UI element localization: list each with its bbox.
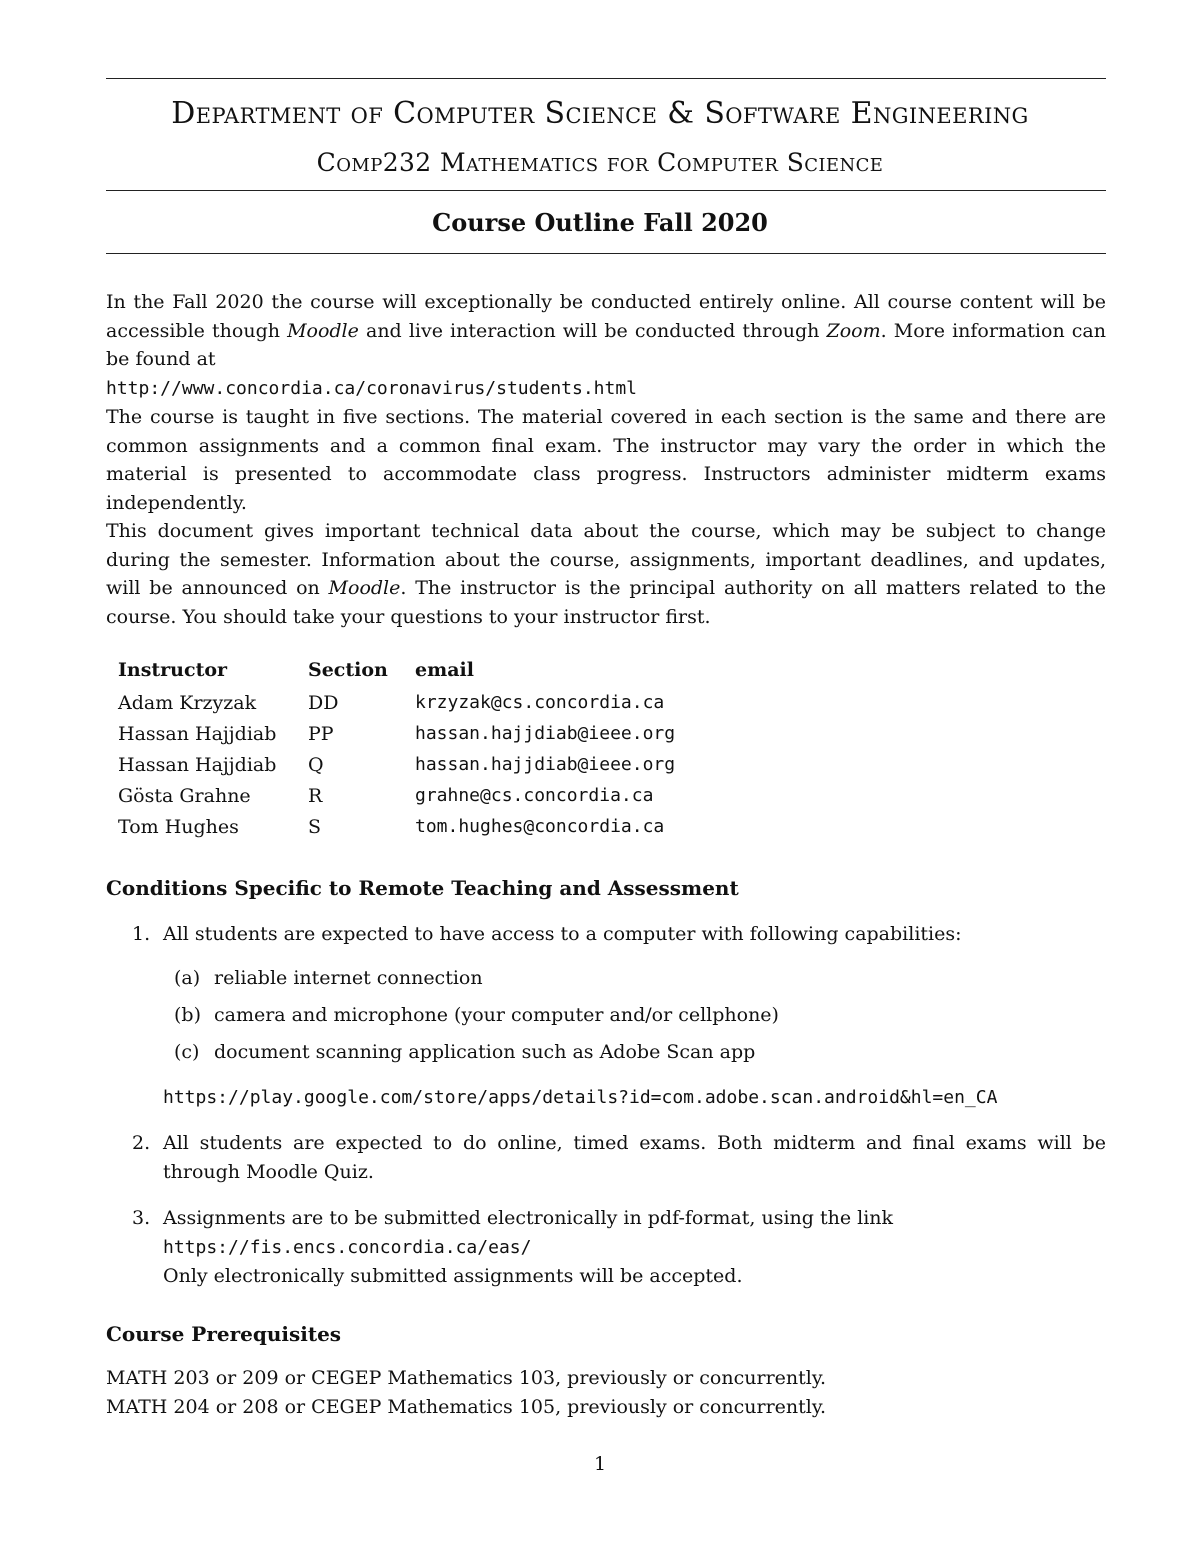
- moodle-term: Moodle: [328, 577, 401, 599]
- instructor-email[interactable]: grahne@cs.concordia.ca: [415, 785, 654, 806]
- eas-link[interactable]: https://fis.encs.concordia.ca/eas/: [163, 1236, 532, 1258]
- department-title: Department of Computer Science & Software Engineering: [171, 96, 1029, 131]
- course-title: Comp232 Mathematics for Computer Science: [316, 148, 884, 177]
- table-row: [118, 687, 815, 718]
- sub-item: (c) document scanning application such as Adobe Scan app: [174, 1041, 756, 1063]
- instructor-section: PP: [308, 722, 334, 745]
- list-item-text: Assignments are to be submitted electronically in pdf-format, using the link https://fis.encs.concordia.ca/eas/ Only electronically submitted assignments will be accepted.: [163, 1207, 894, 1287]
- prereq-heading: Course Prerequisites: [106, 1322, 342, 1346]
- instructor-section: S: [308, 815, 322, 838]
- covid-url-link[interactable]: http://www.concordia.ca/coronavirus/students.html: [106, 377, 638, 399]
- prereq-text: MATH 203 or 209 or CEGEP Mathematics 103, previously or concurrently. MATH 204 or 208 or CEGEP Mathematics 105, previously or concurrently.: [106, 1367, 827, 1418]
- instructor-section: R: [308, 784, 323, 807]
- moodle-term: Moodle: [287, 319, 359, 342]
- instructor-name: Hassan Hajjdiab: [118, 722, 277, 745]
- list-item-text: All students are expected to have access to a computer with following capabilities:: [163, 923, 962, 945]
- top-rule: [106, 78, 1106, 79]
- list-number: 1.: [132, 923, 151, 945]
- table-row: [118, 811, 815, 842]
- middle-rule: [106, 190, 1106, 191]
- instructor-email[interactable]: hassan.hajjdiab@ieee.org: [415, 754, 676, 775]
- header-instructor: Instructor: [118, 659, 228, 681]
- sub-item: (b) camera and microphone (your computer and/or cellphone): [174, 1004, 779, 1026]
- instructor-email[interactable]: krzyzak@cs.concordia.ca: [415, 692, 665, 713]
- remote-list: [106, 920, 1106, 1300]
- list-number: 3.: [132, 1207, 151, 1229]
- intro-paragraph-1: In the Fall 2020 the course will exceptionally be conducted entirely online. All course content will be accessible though Moodle and live interaction will be conducted through Zoom. More information can be found at http://www.concordia.ca/coronavirus/students.html The course is taught in five sections. The material covered in each section is the same and there are common assignments and a common final exam. The instructor may vary the order in which the material is presented to accommodate class progress. Instructors administer midterm exams independently. This document gives important technical data about the course, which may be subject to change during the semester. Information about the course, assignments, important deadlines, and updates, will be announced on Moodle. The instructor is the principal authority on all matters related to the course. You should take your questions to your instructor first.: [106, 291, 1106, 628]
- instructor-email[interactable]: tom.hughes@concordia.ca: [415, 816, 665, 837]
- table-row: [118, 718, 815, 749]
- header-section: Section: [308, 659, 388, 681]
- remote-heading: Conditions Specific to Remote Teaching and Assessment: [106, 876, 739, 900]
- sub-item: (a) reliable internet connection: [174, 967, 483, 989]
- instructor-table: [118, 653, 815, 842]
- table-row: [118, 749, 815, 780]
- instructor-name: Hassan Hajjdiab: [118, 753, 277, 776]
- instructor-name: Gösta Grahne: [118, 784, 251, 807]
- instructor-section: DD: [308, 691, 339, 714]
- list-item-text: All students are expected to do online, timed exams. Both midterm and final exams will be through Moodle Quiz.: [163, 1132, 1106, 1183]
- table-row: [118, 780, 815, 811]
- header-email: email: [415, 659, 474, 681]
- table-header-row: [118, 653, 815, 687]
- intro-paragraph-2: The course is taught in five sections. The material covered in each section is the same and there are common assignments and a common final exam. The instructor may vary the order in which the material is presented to accommodate class progress. Instructors administer midterm exams independently.: [106, 406, 1106, 514]
- outline-title: Course Outline Fall 2020: [432, 208, 768, 237]
- adobe-scan-link[interactable]: https://play.google.com/store/apps/details?id=com.adobe.scan.android&hl=en_CA: [163, 1087, 998, 1108]
- page-number: 1: [593, 1453, 607, 1475]
- list-number: 2.: [132, 1132, 151, 1154]
- zoom-term: Zoom: [826, 319, 881, 342]
- instructor-email[interactable]: hassan.hajjdiab@ieee.org: [415, 723, 676, 744]
- instructor-name: Tom Hughes: [118, 815, 239, 838]
- instructor-name: Adam Krzyzak: [118, 691, 257, 714]
- bottom-rule: [106, 253, 1106, 254]
- instructor-section: Q: [308, 753, 324, 776]
